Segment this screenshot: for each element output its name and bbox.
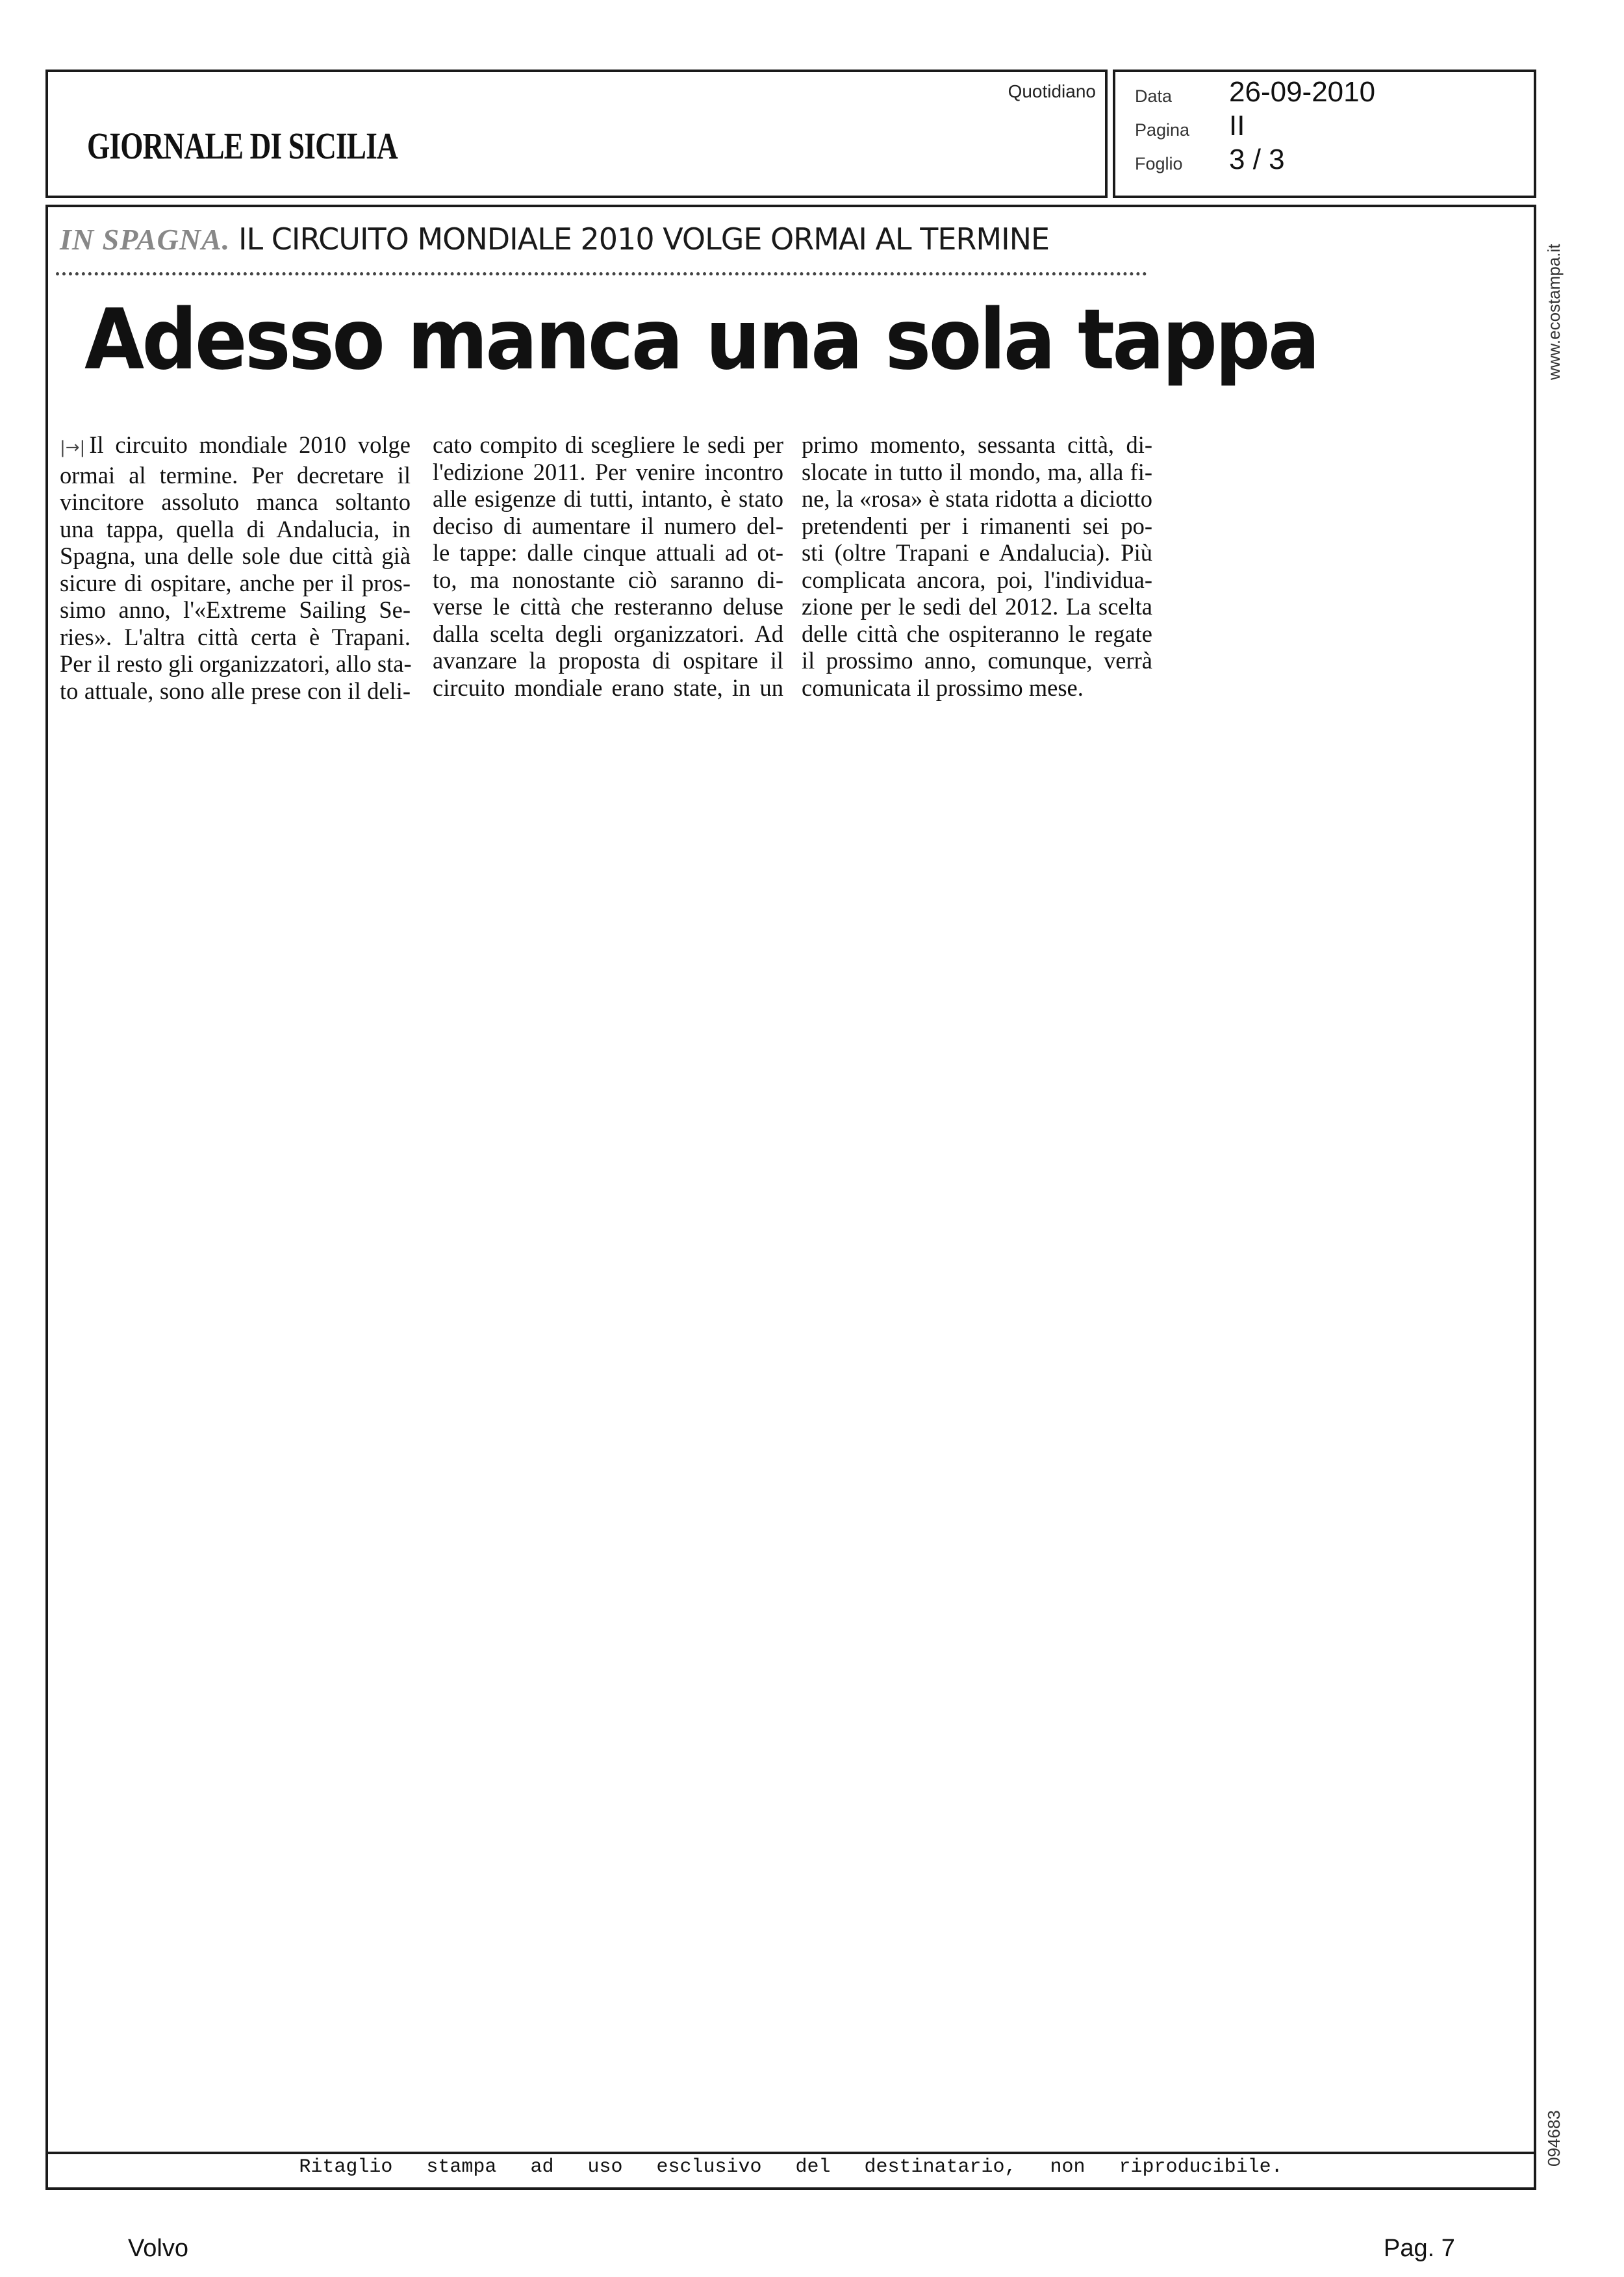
column-line: sti (oltre Trapani e Andalucia). Più — [802, 539, 1152, 566]
column-line: avanzare la proposta di ospitare il — [433, 647, 783, 674]
dotted-divider — [56, 272, 1147, 275]
disclaimer-text: Ritaglio stampa ad uso esclusivo del destinatario, non riproducibile. — [299, 2156, 1283, 2178]
column-line: to, ma nonostante ciò saranno di- — [433, 566, 783, 593]
column-line: cato compito di scegliere le sedi per — [433, 431, 783, 458]
column-line: complicata ancora, poi, l'individua- — [802, 566, 1152, 593]
column-line: alle esigenze di tutti, intanto, è stato — [433, 485, 783, 512]
side-code: 094683 — [1544, 2110, 1564, 2167]
column-line: ries». L'altra città certa è Trapani. — [60, 623, 411, 650]
article-column-2 — [433, 431, 783, 701]
masthead-panel — [45, 70, 1108, 198]
side-url: www.ecostampa.it — [1544, 244, 1564, 380]
article-kicker — [60, 222, 1049, 257]
footer-client: Volvo — [128, 2235, 188, 2262]
metadata-panel — [1113, 70, 1536, 198]
kicker-text: IL CIRCUITO MONDIALE 2010 VOLGE ORMAI AL TERMINE — [238, 222, 1050, 257]
column-line: circuito mondiale erano state, in un — [433, 674, 783, 701]
column-line: le tappe: dalle cinque attuali ad ot- — [433, 539, 783, 566]
clipping-panel — [45, 205, 1536, 2190]
newspaper-logo: GIORNALE DI SICILIA — [87, 125, 398, 167]
column-line: deciso di aumentare il numero del- — [433, 512, 783, 539]
column-line: verse le città che resteranno deluse — [433, 593, 783, 620]
column-line: vincitore assoluto manca soltanto — [60, 489, 411, 515]
column-line: delle città che ospiteranno le regate — [802, 620, 1152, 647]
periodicity-label: Quotidiano — [1008, 81, 1096, 101]
column-line: to attuale, sono alle prese con il deli- — [60, 677, 411, 704]
column-line: dalla scelta degli organizzatori. Ad — [433, 620, 783, 647]
column-line: pretendenti per i rimanenti sei po- — [802, 512, 1152, 539]
column-line: zione per le sedi del 2012. La scelta — [802, 593, 1152, 620]
column-line: |→| Il circuito mondiale 2010 volge — [60, 431, 411, 458]
disclaimer-divider — [48, 2152, 1534, 2154]
sheet-value: 3 / 3 — [1229, 144, 1285, 175]
column-line: primo momento, sessanta città, di- — [802, 431, 1152, 458]
kicker-tag: IN SPAGNA. — [60, 223, 231, 256]
column-line: l'edizione 2011. Per venire incontro — [433, 458, 783, 485]
column-line: simo anno, l'«Extreme Sailing Se- — [60, 596, 411, 623]
column-line: slocate in tutto il mondo, ma, alla fi- — [802, 458, 1152, 485]
paragraph-marker-icon: |→| — [60, 438, 86, 457]
column-line: ne, la «rosa» è stata ridotta a diciotto — [802, 485, 1152, 512]
column-line: ormai al termine. Per decretare il — [60, 461, 411, 489]
column-line: il prossimo anno, comunque, verrà — [802, 647, 1152, 674]
article-column-3 — [802, 431, 1152, 701]
footer-page-number: Pag. 7 — [1384, 2235, 1455, 2262]
column-line: Spagna, una delle sole due città già — [60, 542, 411, 569]
page-value: II — [1229, 110, 1245, 142]
column-line: comunicata il prossimo mese. — [802, 674, 1084, 701]
date-label: Data — [1135, 86, 1173, 106]
column-line: Per il resto gli organizzatori, allo sta- — [60, 650, 412, 677]
article-column-1 — [60, 431, 411, 704]
date-value: 26-09-2010 — [1229, 76, 1376, 108]
sheet-label: Foglio — [1135, 154, 1183, 173]
page-label: Pagina — [1135, 120, 1190, 140]
article-headline: Adesso manca una sola tappa — [84, 292, 1318, 388]
column-line: sicure di ospitare, anche per il pros- — [60, 569, 411, 596]
column-line: una tappa, quella di Andalucia, in — [60, 515, 411, 542]
